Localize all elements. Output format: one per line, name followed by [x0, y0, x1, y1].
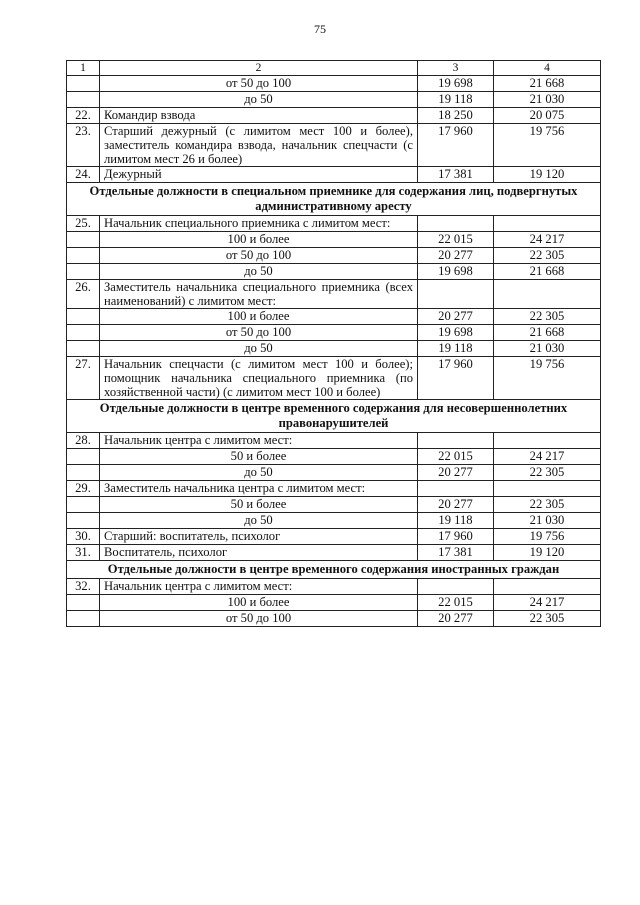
row-value-1: 19 118	[418, 513, 494, 529]
table-header-row	[67, 61, 601, 76]
table-row	[67, 465, 601, 481]
row-position: 50 и более	[100, 449, 418, 465]
table-row	[67, 309, 601, 325]
row-position: от 50 до 100	[100, 611, 418, 627]
row-number: 27.	[67, 357, 100, 400]
header-col-3: 3	[418, 61, 494, 76]
row-number: 26.	[67, 280, 100, 309]
row-number: 23.	[67, 124, 100, 167]
table-row	[67, 449, 601, 465]
row-number	[67, 325, 100, 341]
row-position: до 50	[100, 465, 418, 481]
row-value-1	[418, 579, 494, 595]
row-position: Начальник специального приемника с лимитом мест:	[100, 216, 418, 232]
row-position: Дежурный	[100, 167, 418, 183]
row-value-2: 19 756	[494, 124, 601, 167]
table-row	[67, 264, 601, 280]
row-value-2: 22 305	[494, 497, 601, 513]
row-position: Старший: воспитатель, психолог	[100, 529, 418, 545]
row-number	[67, 341, 100, 357]
row-number	[67, 248, 100, 264]
row-position: от 50 до 100	[100, 325, 418, 341]
row-value-2: 24 217	[494, 449, 601, 465]
table-row	[67, 280, 601, 309]
salary-table	[66, 60, 601, 627]
row-value-1: 18 250	[418, 108, 494, 124]
row-value-2: 19 756	[494, 529, 601, 545]
row-number: 24.	[67, 167, 100, 183]
row-value-1: 17 960	[418, 529, 494, 545]
row-number: 31.	[67, 545, 100, 561]
row-value-2: 22 305	[494, 248, 601, 264]
row-value-2: 21 030	[494, 513, 601, 529]
section-heading-row	[67, 183, 601, 216]
table-row	[67, 216, 601, 232]
row-value-1	[418, 433, 494, 449]
row-value-1: 22 015	[418, 232, 494, 248]
table-row	[67, 108, 601, 124]
row-position: Начальник центра с лимитом мест:	[100, 433, 418, 449]
table-row	[67, 341, 601, 357]
row-value-1: 19 698	[418, 264, 494, 280]
row-position: от 50 до 100	[100, 248, 418, 264]
row-number	[67, 76, 100, 92]
row-number: 32.	[67, 579, 100, 595]
row-number	[67, 92, 100, 108]
row-value-1: 20 277	[418, 309, 494, 325]
row-value-2: 21 030	[494, 92, 601, 108]
row-number: 22.	[67, 108, 100, 124]
section-heading-row	[67, 400, 601, 433]
row-number	[67, 465, 100, 481]
row-value-2: 22 305	[494, 465, 601, 481]
row-position: Начальник спецчасти (с лимитом мест 100 и более); помощник начальника специального приемника (по хозяйственной части) (с лимитом мест 100 и более)	[100, 357, 418, 400]
row-value-2: 21 030	[494, 341, 601, 357]
table-row	[67, 433, 601, 449]
row-value-1: 19 698	[418, 325, 494, 341]
row-position: до 50	[100, 264, 418, 280]
row-position: 50 и более	[100, 497, 418, 513]
section-heading: Отдельные должности в центре временного содержания для несовершеннолетних правонарушителей	[67, 400, 601, 433]
row-value-2	[494, 579, 601, 595]
row-position: Командир взвода	[100, 108, 418, 124]
table-row	[67, 481, 601, 497]
row-number: 25.	[67, 216, 100, 232]
section-heading: Отдельные должности в центре временного содержания иностранных граждан	[67, 561, 601, 579]
row-position: Воспитатель, психолог	[100, 545, 418, 561]
table-row	[67, 248, 601, 264]
row-number	[67, 497, 100, 513]
row-value-2: 20 075	[494, 108, 601, 124]
row-position: до 50	[100, 92, 418, 108]
row-value-2: 21 668	[494, 325, 601, 341]
row-number	[67, 513, 100, 529]
table-row	[67, 529, 601, 545]
row-value-1	[418, 280, 494, 309]
section-heading: Отдельные должности в специальном приемнике для содержания лиц, подвергнутых административному аресту	[67, 183, 601, 216]
row-value-2	[494, 280, 601, 309]
row-number	[67, 232, 100, 248]
table-row	[67, 232, 601, 248]
row-number: 30.	[67, 529, 100, 545]
row-value-2: 24 217	[494, 595, 601, 611]
row-value-1: 19 118	[418, 92, 494, 108]
table-row	[67, 92, 601, 108]
row-value-1: 20 277	[418, 497, 494, 513]
row-value-2: 19 120	[494, 167, 601, 183]
header-col-1: 1	[67, 61, 100, 76]
row-value-1: 17 381	[418, 545, 494, 561]
table-row	[67, 545, 601, 561]
row-number	[67, 264, 100, 280]
table-row	[67, 325, 601, 341]
table-row	[67, 579, 601, 595]
table-row	[67, 167, 601, 183]
row-value-2: 22 305	[494, 309, 601, 325]
row-position: Заместитель начальника центра с лимитом мест:	[100, 481, 418, 497]
row-value-1: 20 277	[418, 465, 494, 481]
row-value-1: 17 960	[418, 357, 494, 400]
row-value-2: 19 120	[494, 545, 601, 561]
row-value-2: 21 668	[494, 264, 601, 280]
row-position: от 50 до 100	[100, 76, 418, 92]
row-value-1: 22 015	[418, 595, 494, 611]
table-row	[67, 513, 601, 529]
row-value-1	[418, 481, 494, 497]
row-value-2	[494, 216, 601, 232]
page-number: 75	[314, 22, 326, 36]
row-value-1: 19 698	[418, 76, 494, 92]
table-row	[67, 595, 601, 611]
table-row	[67, 611, 601, 627]
row-value-2: 24 217	[494, 232, 601, 248]
table-row	[67, 357, 601, 400]
row-position: до 50	[100, 341, 418, 357]
row-value-1: 22 015	[418, 449, 494, 465]
row-position: 100 и более	[100, 595, 418, 611]
row-value-2	[494, 433, 601, 449]
row-number: 28.	[67, 433, 100, 449]
row-value-1	[418, 216, 494, 232]
row-value-1: 17 960	[418, 124, 494, 167]
header-col-4: 4	[494, 61, 601, 76]
row-number	[67, 309, 100, 325]
row-value-1: 17 381	[418, 167, 494, 183]
row-position: Заместитель начальника специального приемника (всех наименований) с лимитом мест:	[100, 280, 418, 309]
row-value-2: 19 756	[494, 357, 601, 400]
row-number	[67, 611, 100, 627]
row-number	[67, 595, 100, 611]
row-number: 29.	[67, 481, 100, 497]
table-row	[67, 497, 601, 513]
table-row	[67, 76, 601, 92]
row-value-2	[494, 481, 601, 497]
row-value-1: 20 277	[418, 611, 494, 627]
row-number	[67, 449, 100, 465]
row-position: 100 и более	[100, 232, 418, 248]
row-value-2: 22 305	[494, 611, 601, 627]
row-value-2: 21 668	[494, 76, 601, 92]
header-col-2: 2	[100, 61, 418, 76]
row-position: Начальник центра с лимитом мест:	[100, 579, 418, 595]
section-heading-row	[67, 561, 601, 579]
row-value-1: 20 277	[418, 248, 494, 264]
table-row	[67, 124, 601, 167]
row-value-1: 19 118	[418, 341, 494, 357]
row-position: Старший дежурный (с лимитом мест 100 и более), заместитель командира взвода, начальник спецчасти (с лимитом мест 26 и более)	[100, 124, 418, 167]
row-position: до 50	[100, 513, 418, 529]
row-position: 100 и более	[100, 309, 418, 325]
